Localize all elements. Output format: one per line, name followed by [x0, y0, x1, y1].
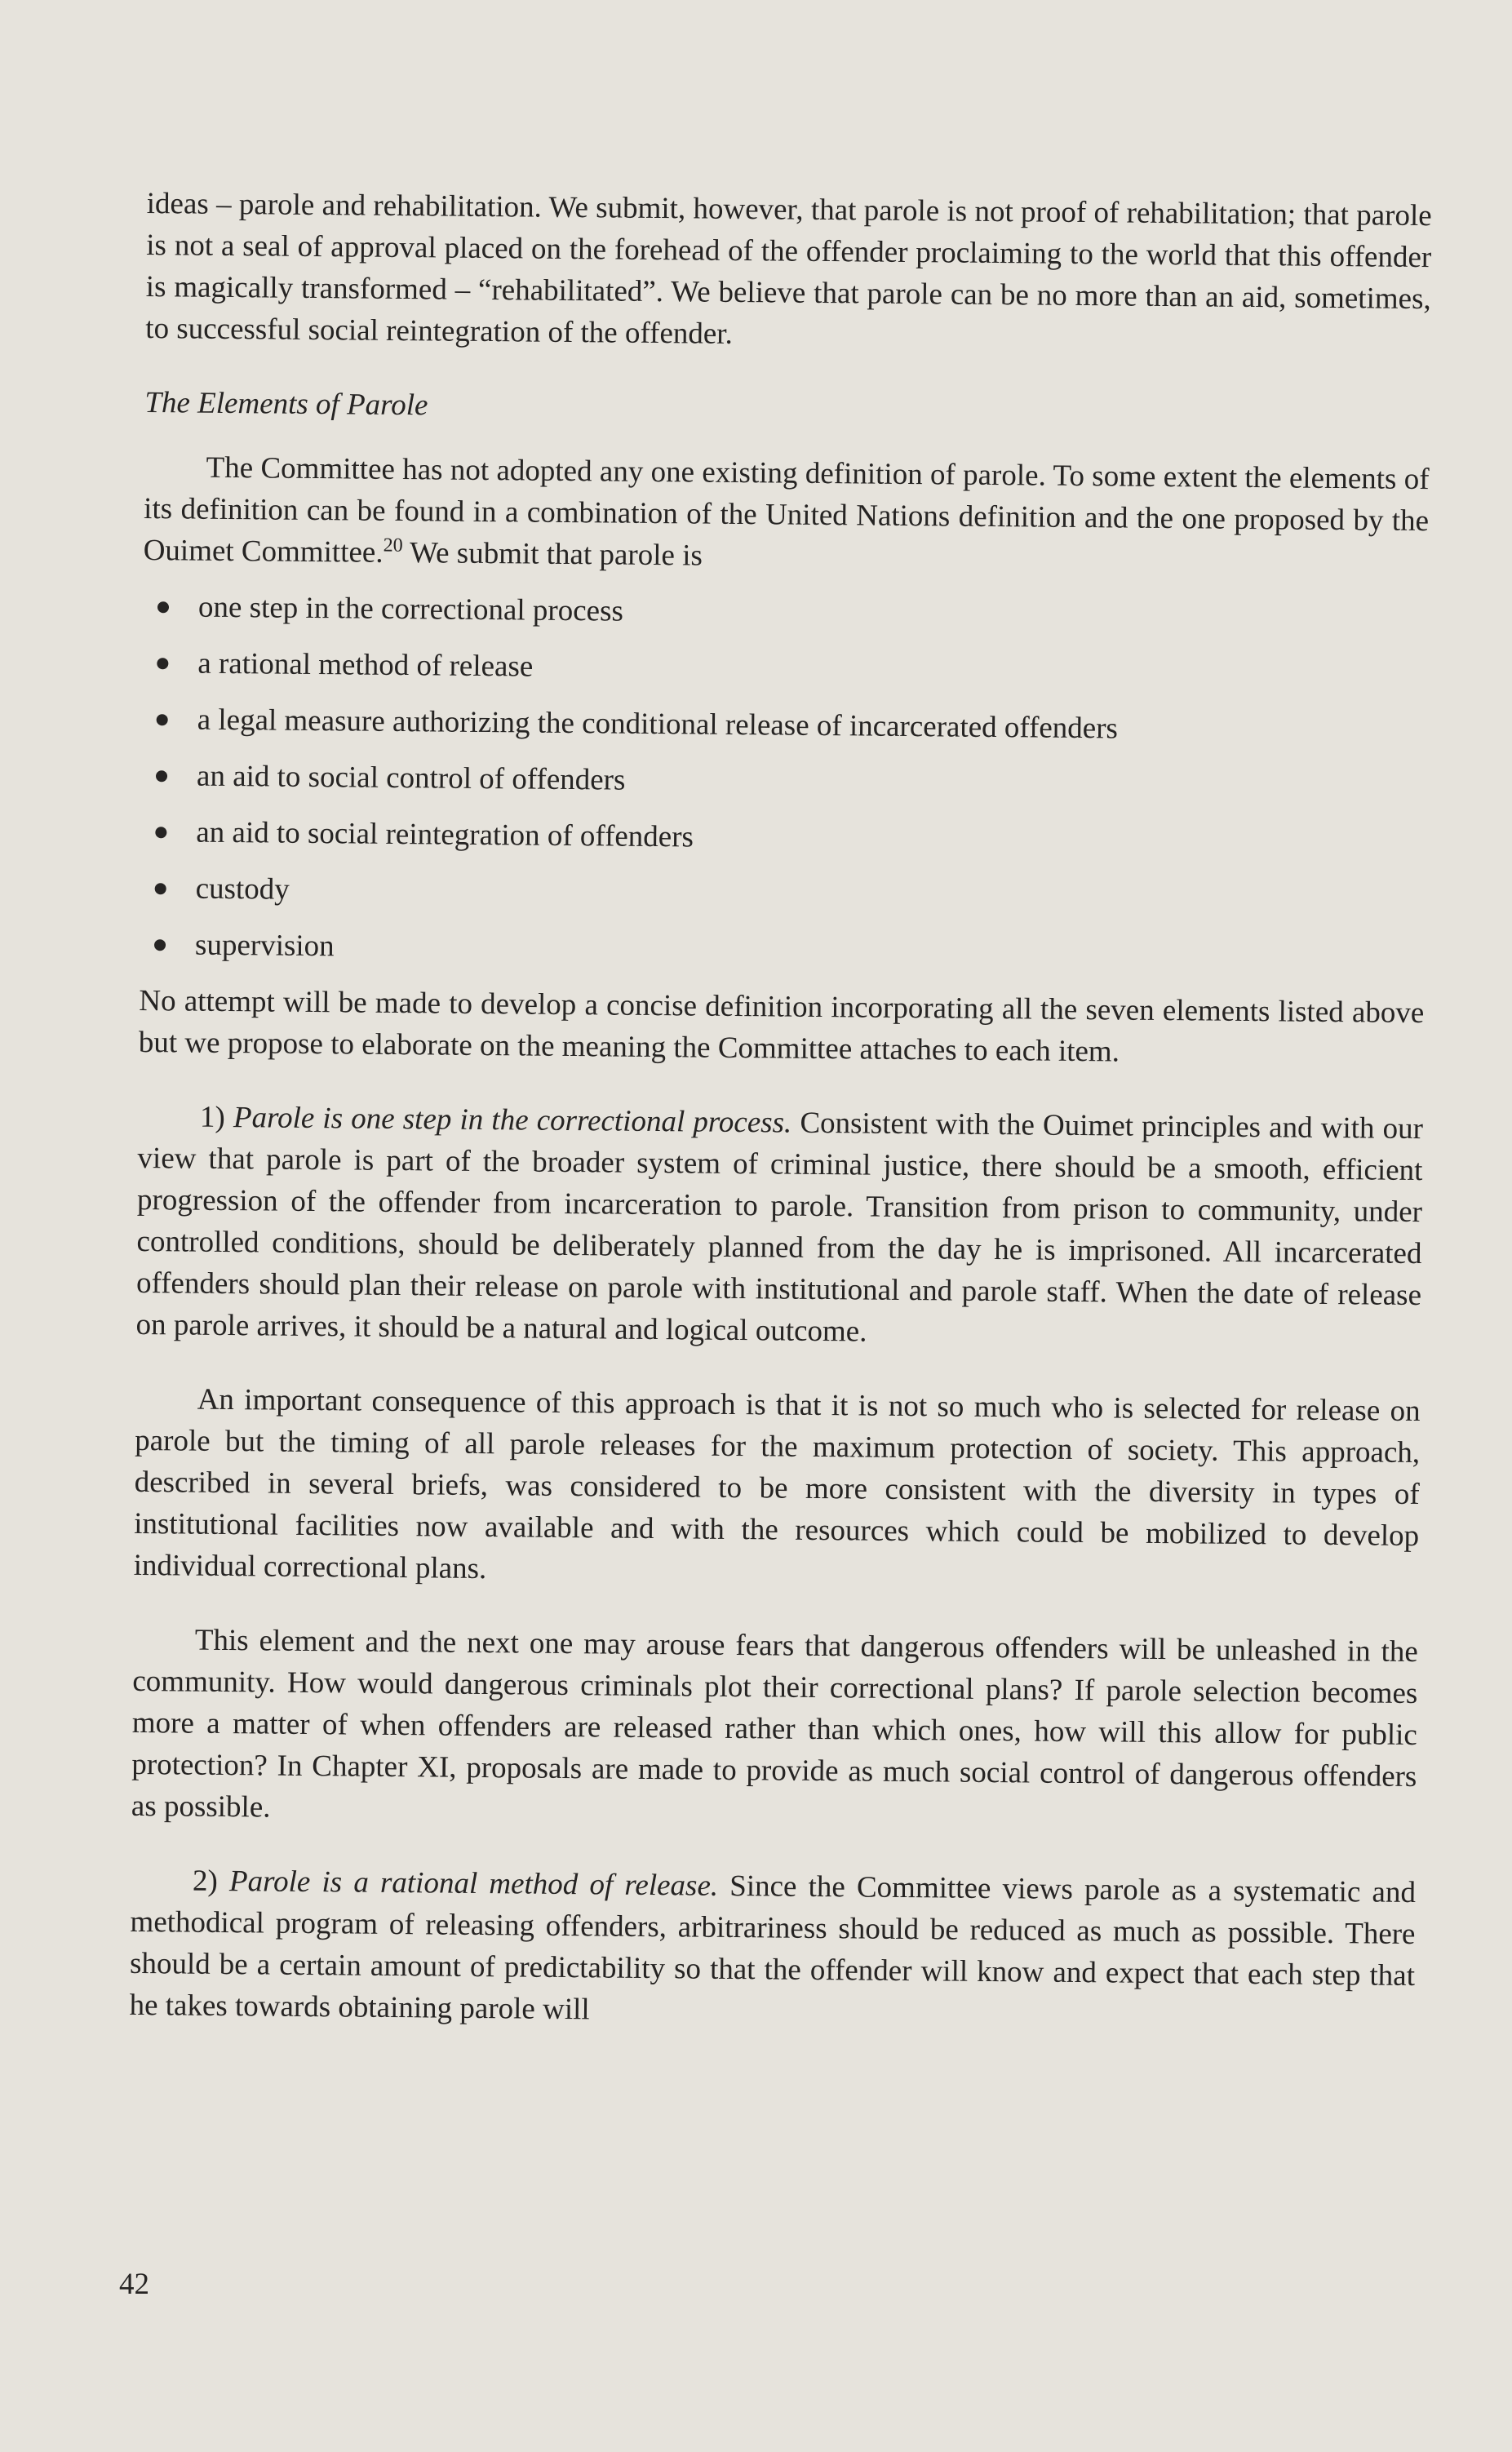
list-item: a rational method of release — [197, 643, 1427, 696]
bullet-icon — [154, 939, 166, 951]
item-2-body: Since the Committee views parole as a systematic and methodical program of releasing offenders, arbitrariness should be reduced as much as possible. There should be a certain amount of predictability so that the offender will know and expect that each step that he takes towards obtaining parole will — [129, 1869, 1417, 2027]
list-item: one step in the correctional process — [198, 587, 1428, 640]
paragraph-item-1 — [135, 1096, 1423, 1358]
footnote-marker: 20 — [383, 534, 403, 556]
list-item: supervision — [195, 924, 1425, 978]
elements-list — [140, 586, 1428, 978]
intro-text-after: We submit that parole is — [402, 536, 703, 573]
section-heading: The Elements of Parole — [144, 385, 428, 423]
text-block — [129, 183, 1432, 2038]
bullet-icon — [157, 714, 168, 725]
list-item: an aid to social reintegration of offenders — [196, 812, 1426, 865]
paragraph-intro — [143, 446, 1429, 583]
paragraph-no-attempt: No attempt will be made to develop a concise definition incorporating all the seven elements listed above but we propose to elaborate on the meaning the Committee attaches to each item. — [138, 983, 1425, 1069]
paragraph-fears: This element and the next one may arouse fears that dangerous offenders will be unleashed in the community. How would dangerous criminals plot their correctional plans? If parole selection becomes more a matter of when offenders are released rather than which ones, how will this allow for public protection? In Chapter XI, proposals are made to provide as much social control of dangerous offenders as possible. — [131, 1623, 1418, 1825]
paragraph-consequence: An important consequence of this approach is that it is not so much who is selected for release on parole but the timing of all parole releases for the maximum protection of society. This approach, described in several briefs, was considered to be more consistent with the diversity in types of institutional facilities now available and with the resources which could be mobilized to develop individual correctional plans. — [133, 1382, 1421, 1586]
intro-text: The Committee has not adopted any one existing definition of parole. To some extent the elements of its definition can be found in a combination of the United Nations definition and the one proposed by the Ouimet Committee. — [143, 450, 1430, 570]
item-2-title: Parole is a rational method of release. — [228, 1864, 719, 1903]
list-item: custody — [195, 868, 1425, 921]
page-number: 42 — [119, 2268, 149, 2301]
bullet-icon — [157, 658, 168, 669]
item-2-number: 2) — [192, 1864, 230, 1899]
paragraph-item-2 — [129, 1860, 1416, 2038]
item-1-number: 1) — [199, 1100, 234, 1135]
list-item: a legal measure authorizing the conditional release of incarcerated offenders — [197, 699, 1426, 752]
bullet-icon — [155, 883, 166, 894]
bullet-icon — [155, 827, 166, 838]
bullet-icon — [157, 601, 169, 613]
item-1-title: Parole is one step in the correctional process. — [233, 1101, 792, 1140]
bullet-icon — [156, 770, 167, 782]
list-item: an aid to social control of offenders — [197, 756, 1426, 809]
item-1-body: Consistent with the Ouimet principles and with our view that parole is part of the broader system of criminal justice, there should be a smooth, efficient progression of the offender from incarceration to parole. Transition from prison to community, under controlled conditions, should be deliberately planned from the day he is imprisoned. All incarcerated offenders should plan their release on parole with institutional and parole staff. When the date of release on parole arrives, it should be a natural and logical outcome. — [135, 1106, 1424, 1349]
paragraph-opening: ideas – parole and rehabilitation. We submit, however, that parole is not proof of rehabilitation; that parole is not a seal of approval placed on the forehead of the offender proclaiming to the world that this offender is magically transformed – “rehabilitated”. We believe that parole can be no more than an aid, sometimes, to successful social reintegration of the offender. — [145, 186, 1432, 351]
